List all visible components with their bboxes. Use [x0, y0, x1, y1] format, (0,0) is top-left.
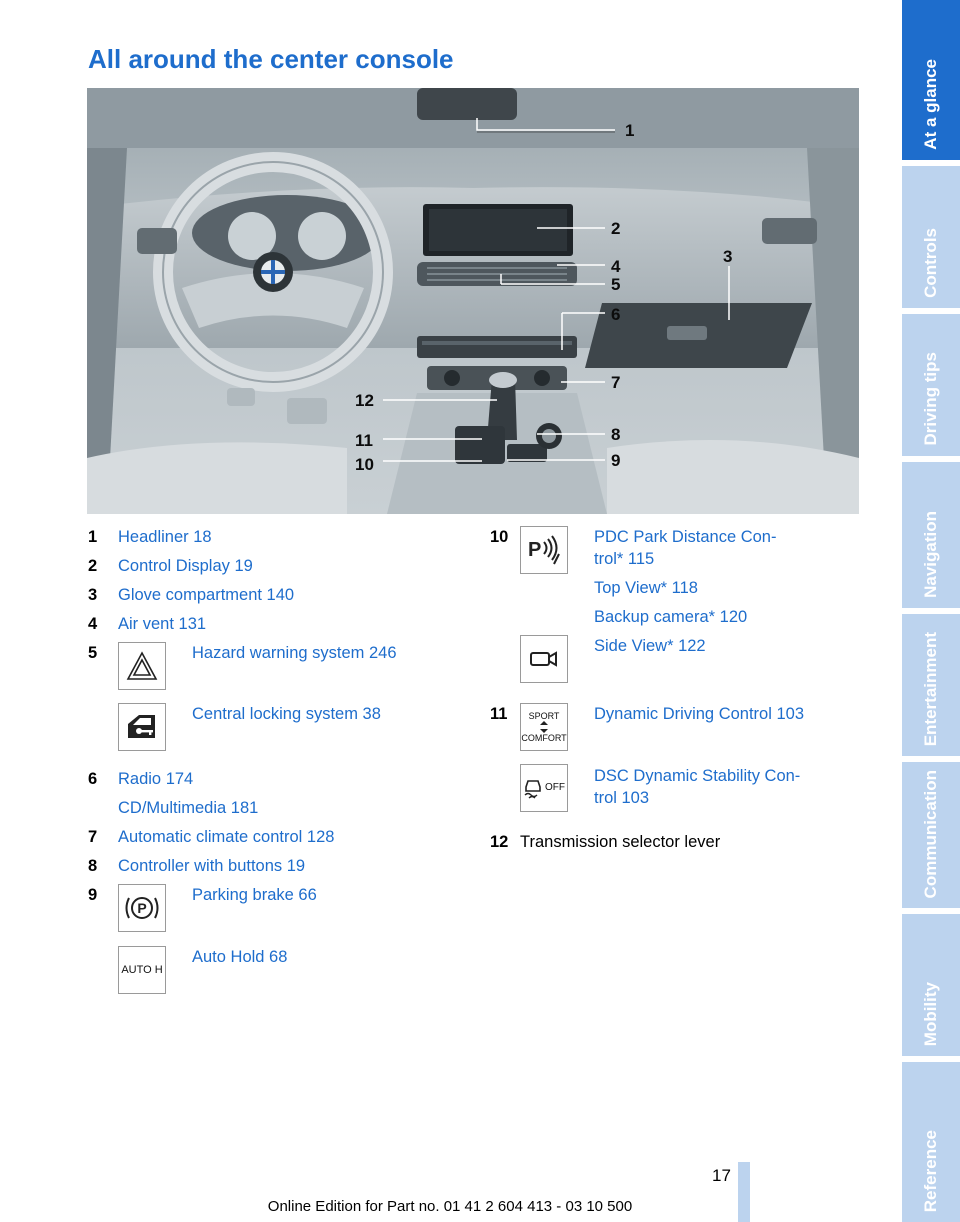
- tab-navigation[interactable]: [902, 462, 960, 608]
- link-dsc-line2[interactable]: trol 103: [594, 789, 650, 807]
- item-number: 4: [88, 615, 98, 633]
- dsc-off-icon: [520, 764, 568, 812]
- footer-edition: Online Edition for Part no. 01 41 2 604 413 - 03 10 500: [267, 1198, 633, 1215]
- item-number: 10: [490, 528, 509, 546]
- hazard-warning-icon: [118, 642, 166, 690]
- link-dynamic-driving-control[interactable]: Dynamic Driving Control 103: [594, 705, 804, 723]
- item-number: 6: [88, 770, 98, 788]
- link-automatic-climate-control[interactable]: Automatic climate control 128: [118, 828, 335, 846]
- callout-4: 4: [611, 257, 621, 276]
- parking-brake-icon: [118, 884, 166, 932]
- comfort-label: COMFORT: [521, 733, 567, 743]
- link-top-view[interactable]: Top View* 118: [594, 579, 698, 597]
- up-down-arrow-icon: [538, 721, 550, 733]
- link-control-display[interactable]: Control Display 19: [118, 557, 253, 575]
- tab-label: Navigation: [921, 511, 940, 598]
- callout-1: 1: [625, 121, 635, 140]
- pdc-icon: [520, 526, 568, 574]
- link-auto-hold[interactable]: Auto Hold 68: [192, 948, 288, 966]
- callout-11: 11: [355, 431, 373, 450]
- item-number: 3: [88, 586, 98, 604]
- tab-entertainment[interactable]: [902, 614, 960, 756]
- link-headliner[interactable]: Headliner 18: [118, 528, 212, 546]
- item-number: 1: [88, 528, 98, 546]
- link-hazard-warning-system[interactable]: Hazard warning system 246: [192, 644, 397, 662]
- link-controller-with-buttons[interactable]: Controller with buttons 19: [118, 857, 306, 875]
- callout-9: 9: [611, 451, 621, 470]
- callout-7: 7: [611, 373, 621, 392]
- auto-hold-label: AUTO H: [121, 964, 163, 976]
- callout-3: 3: [723, 247, 733, 266]
- item-number: 7: [88, 828, 98, 846]
- link-dsc-line1[interactable]: DSC Dynamic Stability Con-: [594, 767, 801, 785]
- link-side-view[interactable]: Side View* 122: [594, 637, 706, 655]
- center-console-illustration: [87, 88, 859, 514]
- link-radio[interactable]: Radio 174: [118, 770, 194, 788]
- tab-mobility[interactable]: [902, 914, 960, 1056]
- page-title: All around the center console: [88, 44, 454, 74]
- callout-10: 10: [355, 455, 374, 474]
- link-cd-multimedia[interactable]: CD/Multimedia 181: [118, 799, 259, 817]
- tab-label: Controls: [921, 228, 940, 298]
- tab-label: At a glance: [921, 59, 940, 150]
- tab-label: Reference: [921, 1129, 940, 1212]
- callout-5: 5: [611, 275, 621, 294]
- callout-8: 8: [611, 425, 621, 444]
- svg-text:P: P: [137, 900, 147, 916]
- tab-driving-tips[interactable]: [902, 314, 960, 456]
- tab-label: Entertainment: [921, 631, 940, 746]
- link-parking-brake[interactable]: Parking brake 66: [192, 886, 317, 904]
- item-number: 2: [88, 557, 98, 575]
- svg-text:P: P: [528, 539, 542, 561]
- callout-12: 12: [355, 391, 374, 410]
- link-backup-camera[interactable]: Backup camera* 120: [594, 608, 748, 626]
- dsc-off-label: OFF: [545, 782, 565, 793]
- link-glove-compartment[interactable]: Glove compartment 140: [118, 586, 295, 604]
- page-number: 17: [712, 1166, 731, 1185]
- central-locking-icon: [118, 703, 166, 751]
- item-number: 9: [88, 886, 98, 904]
- sport-comfort-icon: [520, 703, 568, 751]
- item-number: 12: [490, 833, 509, 851]
- link-central-locking-system[interactable]: Central locking system 38: [192, 705, 381, 723]
- camera-icon: [520, 635, 568, 683]
- link-air-vent[interactable]: Air vent 131: [118, 615, 207, 633]
- skidding-car-icon: [523, 777, 543, 799]
- chapter-sidebar: [900, 0, 960, 1222]
- item-number: 11: [490, 705, 508, 723]
- item-number: 8: [88, 857, 98, 875]
- sport-label: SPORT: [528, 711, 560, 721]
- tab-reference[interactable]: [902, 1062, 960, 1222]
- tab-label: Communication: [921, 769, 940, 898]
- tab-label: Driving tips: [921, 352, 940, 446]
- tab-communication[interactable]: [902, 762, 960, 908]
- transmission-selector-lever: Transmission selector lever: [520, 833, 721, 851]
- link-pdc-park-distance-control-line2[interactable]: trol* 115: [594, 550, 655, 568]
- callout-2: 2: [611, 219, 621, 238]
- link-pdc-park-distance-control-line1[interactable]: PDC Park Distance Con-: [594, 528, 777, 546]
- auto-hold-icon: [118, 946, 166, 994]
- tab-label: Mobility: [921, 981, 940, 1046]
- tab-controls[interactable]: [902, 166, 960, 308]
- callout-6: 6: [611, 305, 621, 324]
- tab-at-a-glance[interactable]: [902, 0, 960, 160]
- item-number: 5: [88, 644, 98, 662]
